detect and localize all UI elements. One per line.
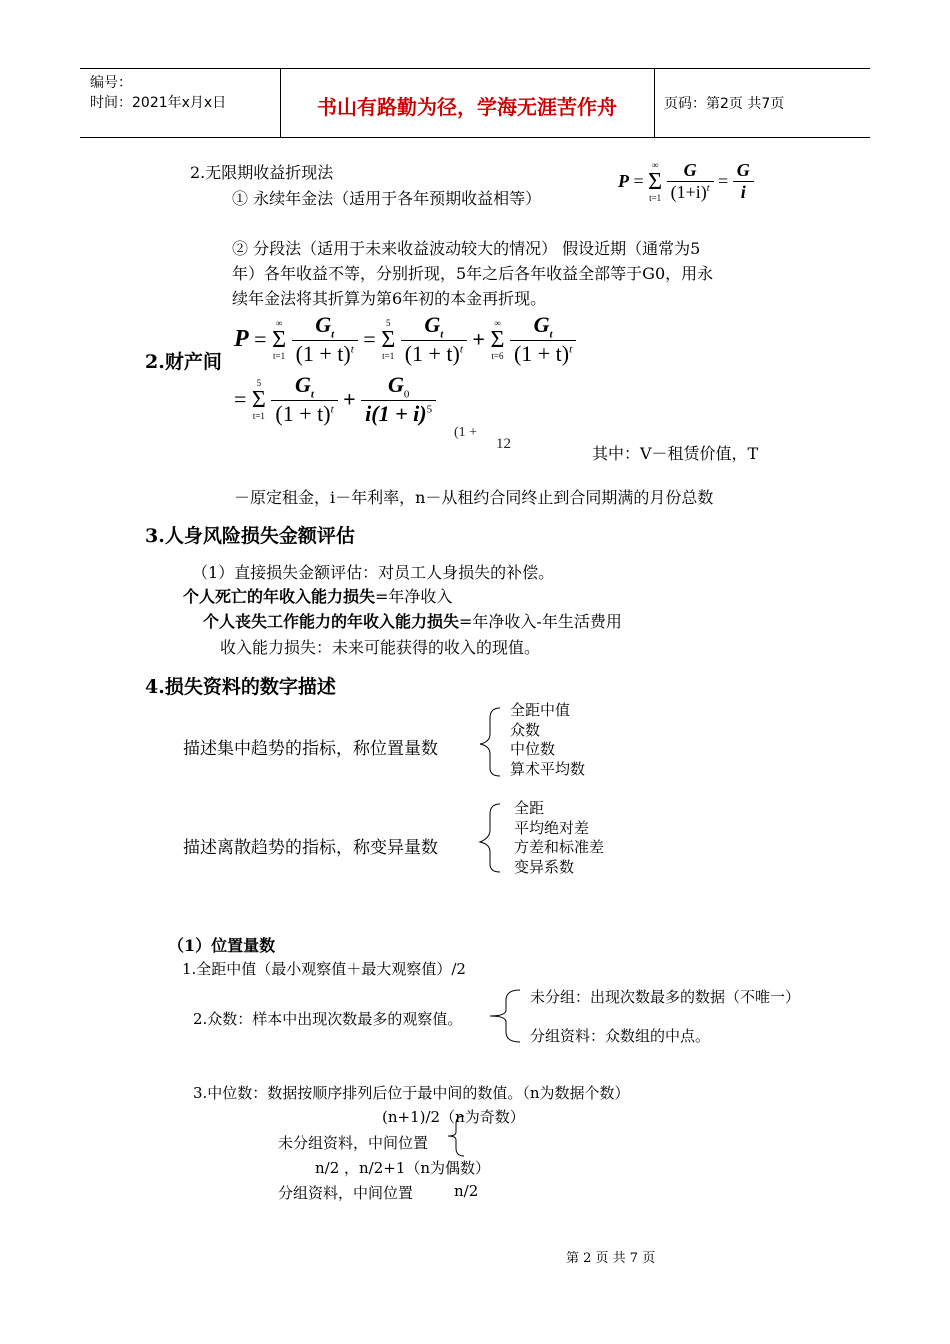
position-title: （1）位置量数 <box>168 936 276 955</box>
fraction <box>733 160 754 203</box>
frac-denominator <box>401 341 467 367</box>
personal-line2-bold: 个人死亡的年收入能力损失 <box>183 587 376 606</box>
sigma-upper: ∞ <box>651 159 659 170</box>
list-item: 算术平均数 <box>510 759 586 778</box>
brace-icon <box>484 986 524 1046</box>
denominator-text: (1 + t) <box>404 341 460 367</box>
fraction <box>271 372 337 427</box>
frac-numerator: G <box>733 160 754 182</box>
personal-title: 3.人身风险损失金额评估 <box>145 525 355 547</box>
property-where-line2: －原定租金，i－年利率，n－从租约合同终止到合同期满的月份总数 <box>234 488 714 507</box>
fraction <box>667 160 714 203</box>
position-median: 3.中位数：数据按顺序排列后位于最中间的数值。（n为数据个数） <box>193 1084 630 1102</box>
frac-numerator <box>271 372 337 401</box>
frac-denominator <box>667 182 714 203</box>
sigma-lower: t=1 <box>252 410 265 421</box>
numerator-G: G <box>295 372 311 397</box>
exp-t: t <box>350 344 354 357</box>
sigma-symbol: ∞ Σ t=1 <box>272 317 287 361</box>
property-where-line1: 其中：V－租赁价值，T <box>592 444 759 463</box>
median-grouped: 分组资料，中间位置 <box>278 1184 414 1202</box>
sub-t: t <box>440 328 444 341</box>
frac-numerator <box>401 312 467 341</box>
formula-P: P <box>234 326 249 353</box>
header-meta <box>90 73 226 113</box>
numerator-G: G <box>424 312 441 337</box>
sigma-upper: 5 <box>385 317 391 328</box>
formula-segmented-line2 <box>234 372 436 427</box>
fraction <box>510 312 576 367</box>
sigma-lower: t=1 <box>649 192 662 203</box>
numerator-G: G <box>533 312 550 337</box>
frac-denominator <box>292 341 358 367</box>
formula-plus: + <box>343 386 356 412</box>
frac-denominator <box>510 341 576 367</box>
formula-remnant-12: 12 <box>496 436 511 452</box>
sigma-upper: 5 <box>256 377 262 388</box>
sigma-symbol: 5 Σ t=1 <box>251 377 266 421</box>
position-midrange: 1.全距中值（最小观察值＋最大观察值）/2 <box>182 960 466 978</box>
formula-plus: + <box>472 326 485 352</box>
fraction <box>361 372 436 427</box>
stats-title: 4.损失资料的数字描述 <box>145 676 336 698</box>
exp-t: t <box>330 404 334 417</box>
median-grouped-value: n/2 <box>454 1182 479 1200</box>
remnant-text: (1 + <box>454 425 478 440</box>
central-list <box>510 701 585 779</box>
infinite-item2-line2: 年）各年收益不等，分别折现，5年之后各年收益全部等于G0，用永 <box>232 264 714 283</box>
median-even: n/2 ，n/2+1（n为偶数） <box>315 1159 491 1177</box>
sigma-lower: t=6 <box>491 350 504 361</box>
frac-numerator <box>361 372 436 401</box>
personal-line2-rest: =年净收入 <box>375 587 453 606</box>
fraction <box>292 312 358 367</box>
frac-denominator <box>271 401 337 427</box>
brace-icon <box>474 704 504 780</box>
header-divider <box>654 69 655 137</box>
formula-eq: = <box>718 171 729 191</box>
position-mode: 2.众数：样本中出现次数最多的观察值。 <box>193 1010 463 1028</box>
dispersion-list <box>514 799 604 877</box>
mode-grouped: 分组资料：众数组的中点。 <box>530 1027 711 1045</box>
frac-denominator: i <box>740 182 746 202</box>
list-item: 众数 <box>510 720 541 739</box>
sub-0: 0 <box>403 388 410 401</box>
sigma-upper: ∞ <box>494 317 501 328</box>
sub-t: t <box>331 328 335 341</box>
infinite-item1: ① 永续年金法（适用于各年预期收益相等） <box>232 189 542 208</box>
list-item: 中位数 <box>510 740 556 758</box>
list-item: 全距中值 <box>510 701 571 719</box>
mode-ungrouped: 未分组：出现次数最多的数据（不唯一） <box>530 988 801 1006</box>
fraction <box>401 312 467 367</box>
denominator-text: (1 + t) <box>295 341 351 367</box>
exp-5: 5 <box>426 404 433 417</box>
property-title: 2.财产间 <box>145 351 222 373</box>
personal-line3-rest: =年净收入-年生活费用 <box>459 612 622 631</box>
exp-t: t <box>706 183 710 194</box>
brace-icon <box>446 1112 468 1160</box>
list-item: 平均绝对差 <box>514 818 590 837</box>
personal-line3 <box>203 609 622 632</box>
list-item: 方差和标准差 <box>514 838 605 856</box>
formula-eq: = <box>633 171 644 191</box>
list-item: 全距 <box>514 799 545 817</box>
denominator-text: i(1 + i) <box>365 401 427 427</box>
personal-line2 <box>183 584 452 607</box>
median-ungrouped: 未分组资料，中间位置 <box>278 1134 429 1152</box>
exp-t: t <box>569 344 573 357</box>
formula-perpetuity <box>618 160 754 203</box>
dispersion-label: 描述离散趋势的指标，称变异量数 <box>183 838 438 858</box>
frac-numerator <box>292 312 358 341</box>
numerator-G: G <box>387 372 404 397</box>
denominator-text: (1 + t) <box>513 341 570 367</box>
infinite-item2-line1: ② 分段法（适用于未来收益波动较大的情况） 假设近期（通常为5 <box>232 239 701 258</box>
exp-t: t <box>459 344 463 357</box>
formula-P: P <box>618 171 629 191</box>
formula-segmented-line1 <box>234 312 580 367</box>
sigma-symbol: ∞ Σ t=6 <box>490 317 505 361</box>
infinite-item2-line3: 续年金法将其折算为第6年初的本金再折现。 <box>232 289 547 308</box>
personal-line4: 收入能力损失：未来可能获得的收入的现值。 <box>220 638 541 657</box>
personal-line1: （1）直接损失金额评估：对员工人身损失的补偿。 <box>192 563 555 582</box>
median-odd: (n+1)/2（n为奇数） <box>382 1108 525 1126</box>
sigma-symbol: 5 Σ t=1 <box>381 317 396 361</box>
sub-t: t <box>549 328 553 341</box>
brace-icon <box>474 800 504 876</box>
header-date: 时间：2021年x月x日 <box>90 95 227 111</box>
personal-line3-bold: 个人丧失工作能力的年收入能力损失 <box>203 612 460 631</box>
footer-page: 第 2 页 共 7 页 <box>566 1251 656 1266</box>
infinite-title: 2.无限期收益折现法 <box>190 163 334 182</box>
formula-eq: = <box>363 326 376 352</box>
sigma-symbol: ∞ Σ t=1 <box>648 159 663 203</box>
sigma-upper: ∞ <box>275 317 283 328</box>
frac-denominator <box>361 401 436 427</box>
formula-eq: = <box>254 326 267 352</box>
frac-numerator <box>510 312 576 341</box>
header-motto: 书山有路勤为径，学海无涯苦作舟 <box>317 95 617 119</box>
formula-remnant <box>454 426 477 440</box>
frac-numerator: G <box>667 160 714 182</box>
central-label: 描述集中趋势的指标，称位置量数 <box>183 739 438 759</box>
denominator-text: (1+i) <box>670 182 707 202</box>
numerator-G: G <box>315 312 332 337</box>
page-header <box>80 68 870 138</box>
header-code: 编号： <box>90 75 132 91</box>
sigma-lower: t=1 <box>273 350 286 361</box>
sigma-lower: t=1 <box>382 350 395 361</box>
denominator-text: (1 + t) <box>275 401 331 427</box>
formula-eq: = <box>234 386 247 412</box>
sub-t: t <box>310 388 314 401</box>
list-item: 变异系数 <box>514 857 575 876</box>
header-page: 页码：第2页 共7页 <box>664 96 785 112</box>
